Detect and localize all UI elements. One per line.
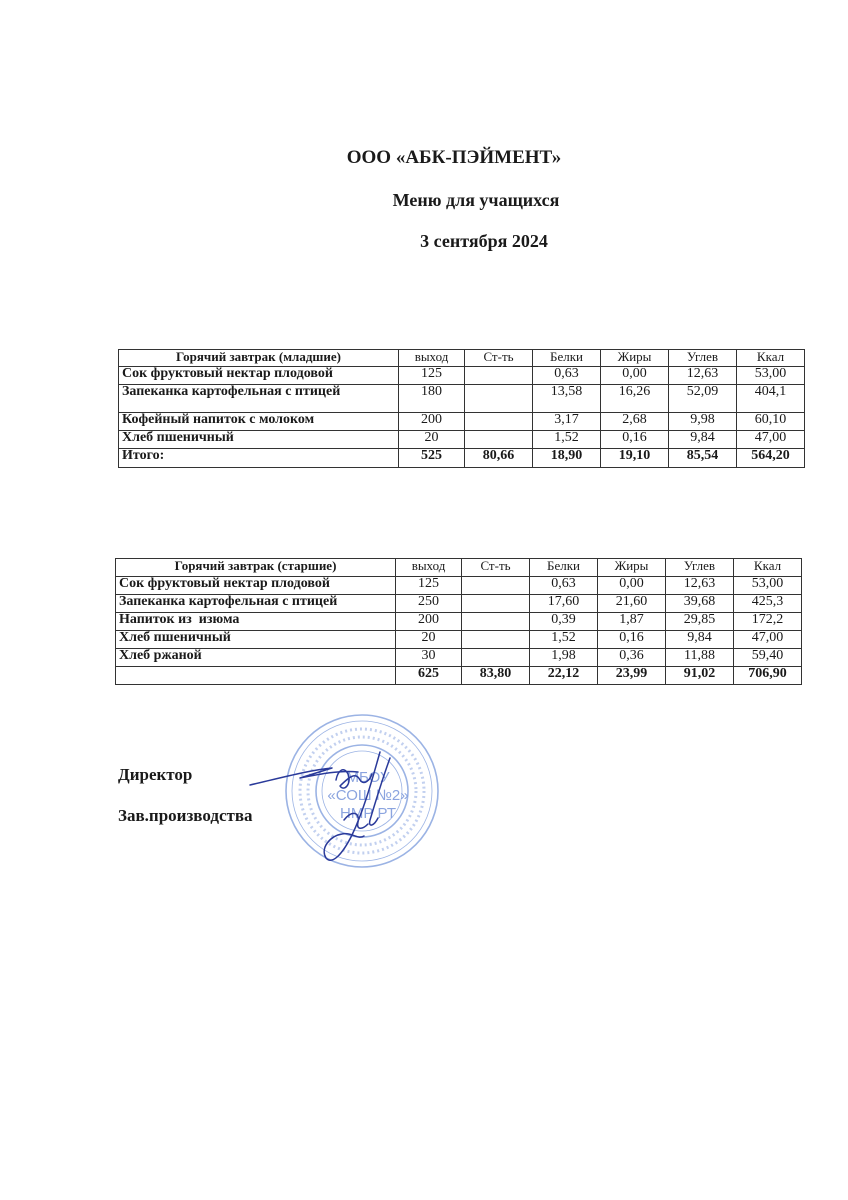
- output-value: 125: [399, 367, 465, 385]
- carbs-value: 9,84: [666, 631, 734, 649]
- total-cost: 80,66: [465, 449, 533, 468]
- total-row: [119, 449, 805, 468]
- protein-value: 17,60: [530, 595, 598, 613]
- signature-icon: [240, 740, 410, 870]
- col-header-output: выход: [399, 350, 465, 367]
- total-row: [116, 667, 802, 685]
- fat-value: 0,00: [598, 577, 666, 595]
- col-header-fat: Жиры: [601, 350, 669, 367]
- output-value: 30: [396, 649, 462, 667]
- table-row: [119, 431, 805, 449]
- table-row: [116, 613, 802, 631]
- menu-table-junior: [118, 349, 805, 468]
- col-header-carbs: Углев: [666, 559, 734, 577]
- document-title: Меню для учащихся: [392, 190, 560, 210]
- fat-value: 0,16: [598, 631, 666, 649]
- carbs-value: 9,98: [669, 413, 737, 431]
- total-cost: 83,80: [462, 667, 530, 685]
- table-row: [116, 649, 802, 667]
- total-carbs: 85,54: [669, 449, 737, 468]
- output-value: 125: [396, 577, 462, 595]
- table-row: [119, 413, 805, 431]
- fat-value: 16,26: [601, 385, 669, 413]
- protein-value: 0,39: [530, 613, 598, 631]
- dish-name: Напиток из изюма: [116, 613, 396, 631]
- total-output: 625: [396, 667, 462, 685]
- col-header-protein: Белки: [533, 350, 601, 367]
- table-header-row: [116, 559, 802, 577]
- dish-name: Запеканка картофельная с птицей: [116, 595, 396, 613]
- output-value: 20: [399, 431, 465, 449]
- total-protein: 18,90: [533, 449, 601, 468]
- protein-value: 0,63: [530, 577, 598, 595]
- fat-value: 0,16: [601, 431, 669, 449]
- output-value: 200: [396, 613, 462, 631]
- total-output: 525: [399, 449, 465, 468]
- stamp-line-3: НМР РТ: [340, 805, 396, 822]
- protein-value: 13,58: [533, 385, 601, 413]
- table-row: [116, 595, 802, 613]
- total-fat: 23,99: [598, 667, 666, 685]
- cost-value: [465, 367, 533, 385]
- fat-value: 1,87: [598, 613, 666, 631]
- col-header-protein: Белки: [530, 559, 598, 577]
- stamp-line-2: «СОШ №2»: [327, 787, 409, 804]
- col-header-cost: Ст-ть: [465, 350, 533, 367]
- output-value: 180: [399, 385, 465, 413]
- organization-name: ООО «АБК-ПЭЙМЕНТ»: [346, 147, 562, 168]
- col-header-kcal: Ккал: [737, 350, 805, 367]
- dish-name: Сок фруктовый нектар плодовой: [116, 577, 396, 595]
- production-head-label: Зав.производства: [118, 806, 253, 825]
- kcal-value: 47,00: [737, 431, 805, 449]
- cost-value: [462, 649, 530, 667]
- kcal-value: 59,40: [734, 649, 802, 667]
- total-label: [116, 667, 396, 685]
- output-value: 20: [396, 631, 462, 649]
- col-header-kcal: Ккал: [734, 559, 802, 577]
- document-date: 3 сентября 2024: [420, 231, 548, 251]
- carbs-value: 12,63: [669, 367, 737, 385]
- fat-value: 0,00: [601, 367, 669, 385]
- total-kcal: 564,20: [737, 449, 805, 468]
- carbs-value: 9,84: [669, 431, 737, 449]
- protein-value: 1,52: [530, 631, 598, 649]
- cost-value: [465, 385, 533, 413]
- protein-value: 1,98: [530, 649, 598, 667]
- carbs-value: 12,63: [666, 577, 734, 595]
- dish-name: Кофейный напиток с молоком: [119, 413, 399, 431]
- table-heading: Горячий завтрак (младшие): [119, 350, 399, 367]
- dish-name: Сок фруктовый нектар плодовой: [119, 367, 399, 385]
- kcal-value: 53,00: [737, 367, 805, 385]
- kcal-value: 47,00: [734, 631, 802, 649]
- table-row: [116, 577, 802, 595]
- table-header-row: [119, 350, 805, 367]
- dish-name: Запеканка картофельная с птицей: [119, 385, 399, 413]
- table-row: [119, 385, 805, 413]
- cost-value: [465, 413, 533, 431]
- cost-value: [462, 631, 530, 649]
- col-header-output: выход: [396, 559, 462, 577]
- fat-value: 2,68: [601, 413, 669, 431]
- stamp-line-1: МБОУ: [346, 769, 390, 786]
- output-value: 200: [399, 413, 465, 431]
- kcal-value: 53,00: [734, 577, 802, 595]
- dish-name: Хлеб пшеничный: [116, 631, 396, 649]
- dish-name: Хлеб пшеничный: [119, 431, 399, 449]
- carbs-value: 11,88: [666, 649, 734, 667]
- director-label: Директор: [118, 765, 193, 784]
- total-label: Итого:: [119, 449, 399, 468]
- protein-value: 0,63: [533, 367, 601, 385]
- cost-value: [462, 613, 530, 631]
- col-header-carbs: Углев: [669, 350, 737, 367]
- menu-table-senior: [115, 558, 802, 685]
- total-kcal: 706,90: [734, 667, 802, 685]
- cost-value: [462, 577, 530, 595]
- table-heading: Горячий завтрак (старшие): [116, 559, 396, 577]
- carbs-value: 29,85: [666, 613, 734, 631]
- col-header-fat: Жиры: [598, 559, 666, 577]
- carbs-value: 52,09: [669, 385, 737, 413]
- fat-value: 0,36: [598, 649, 666, 667]
- protein-value: 3,17: [533, 413, 601, 431]
- table-row: [116, 631, 802, 649]
- col-header-cost: Ст-ть: [462, 559, 530, 577]
- kcal-value: 60,10: [737, 413, 805, 431]
- fat-value: 21,60: [598, 595, 666, 613]
- kcal-value: 172,2: [734, 613, 802, 631]
- kcal-value: 425,3: [734, 595, 802, 613]
- dish-name: Хлеб ржаной: [116, 649, 396, 667]
- table-row: [119, 367, 805, 385]
- total-protein: 22,12: [530, 667, 598, 685]
- cost-value: [465, 431, 533, 449]
- carbs-value: 39,68: [666, 595, 734, 613]
- total-fat: 19,10: [601, 449, 669, 468]
- protein-value: 1,52: [533, 431, 601, 449]
- total-carbs: 91,02: [666, 667, 734, 685]
- output-value: 250: [396, 595, 462, 613]
- cost-value: [462, 595, 530, 613]
- kcal-value: 404,1: [737, 385, 805, 413]
